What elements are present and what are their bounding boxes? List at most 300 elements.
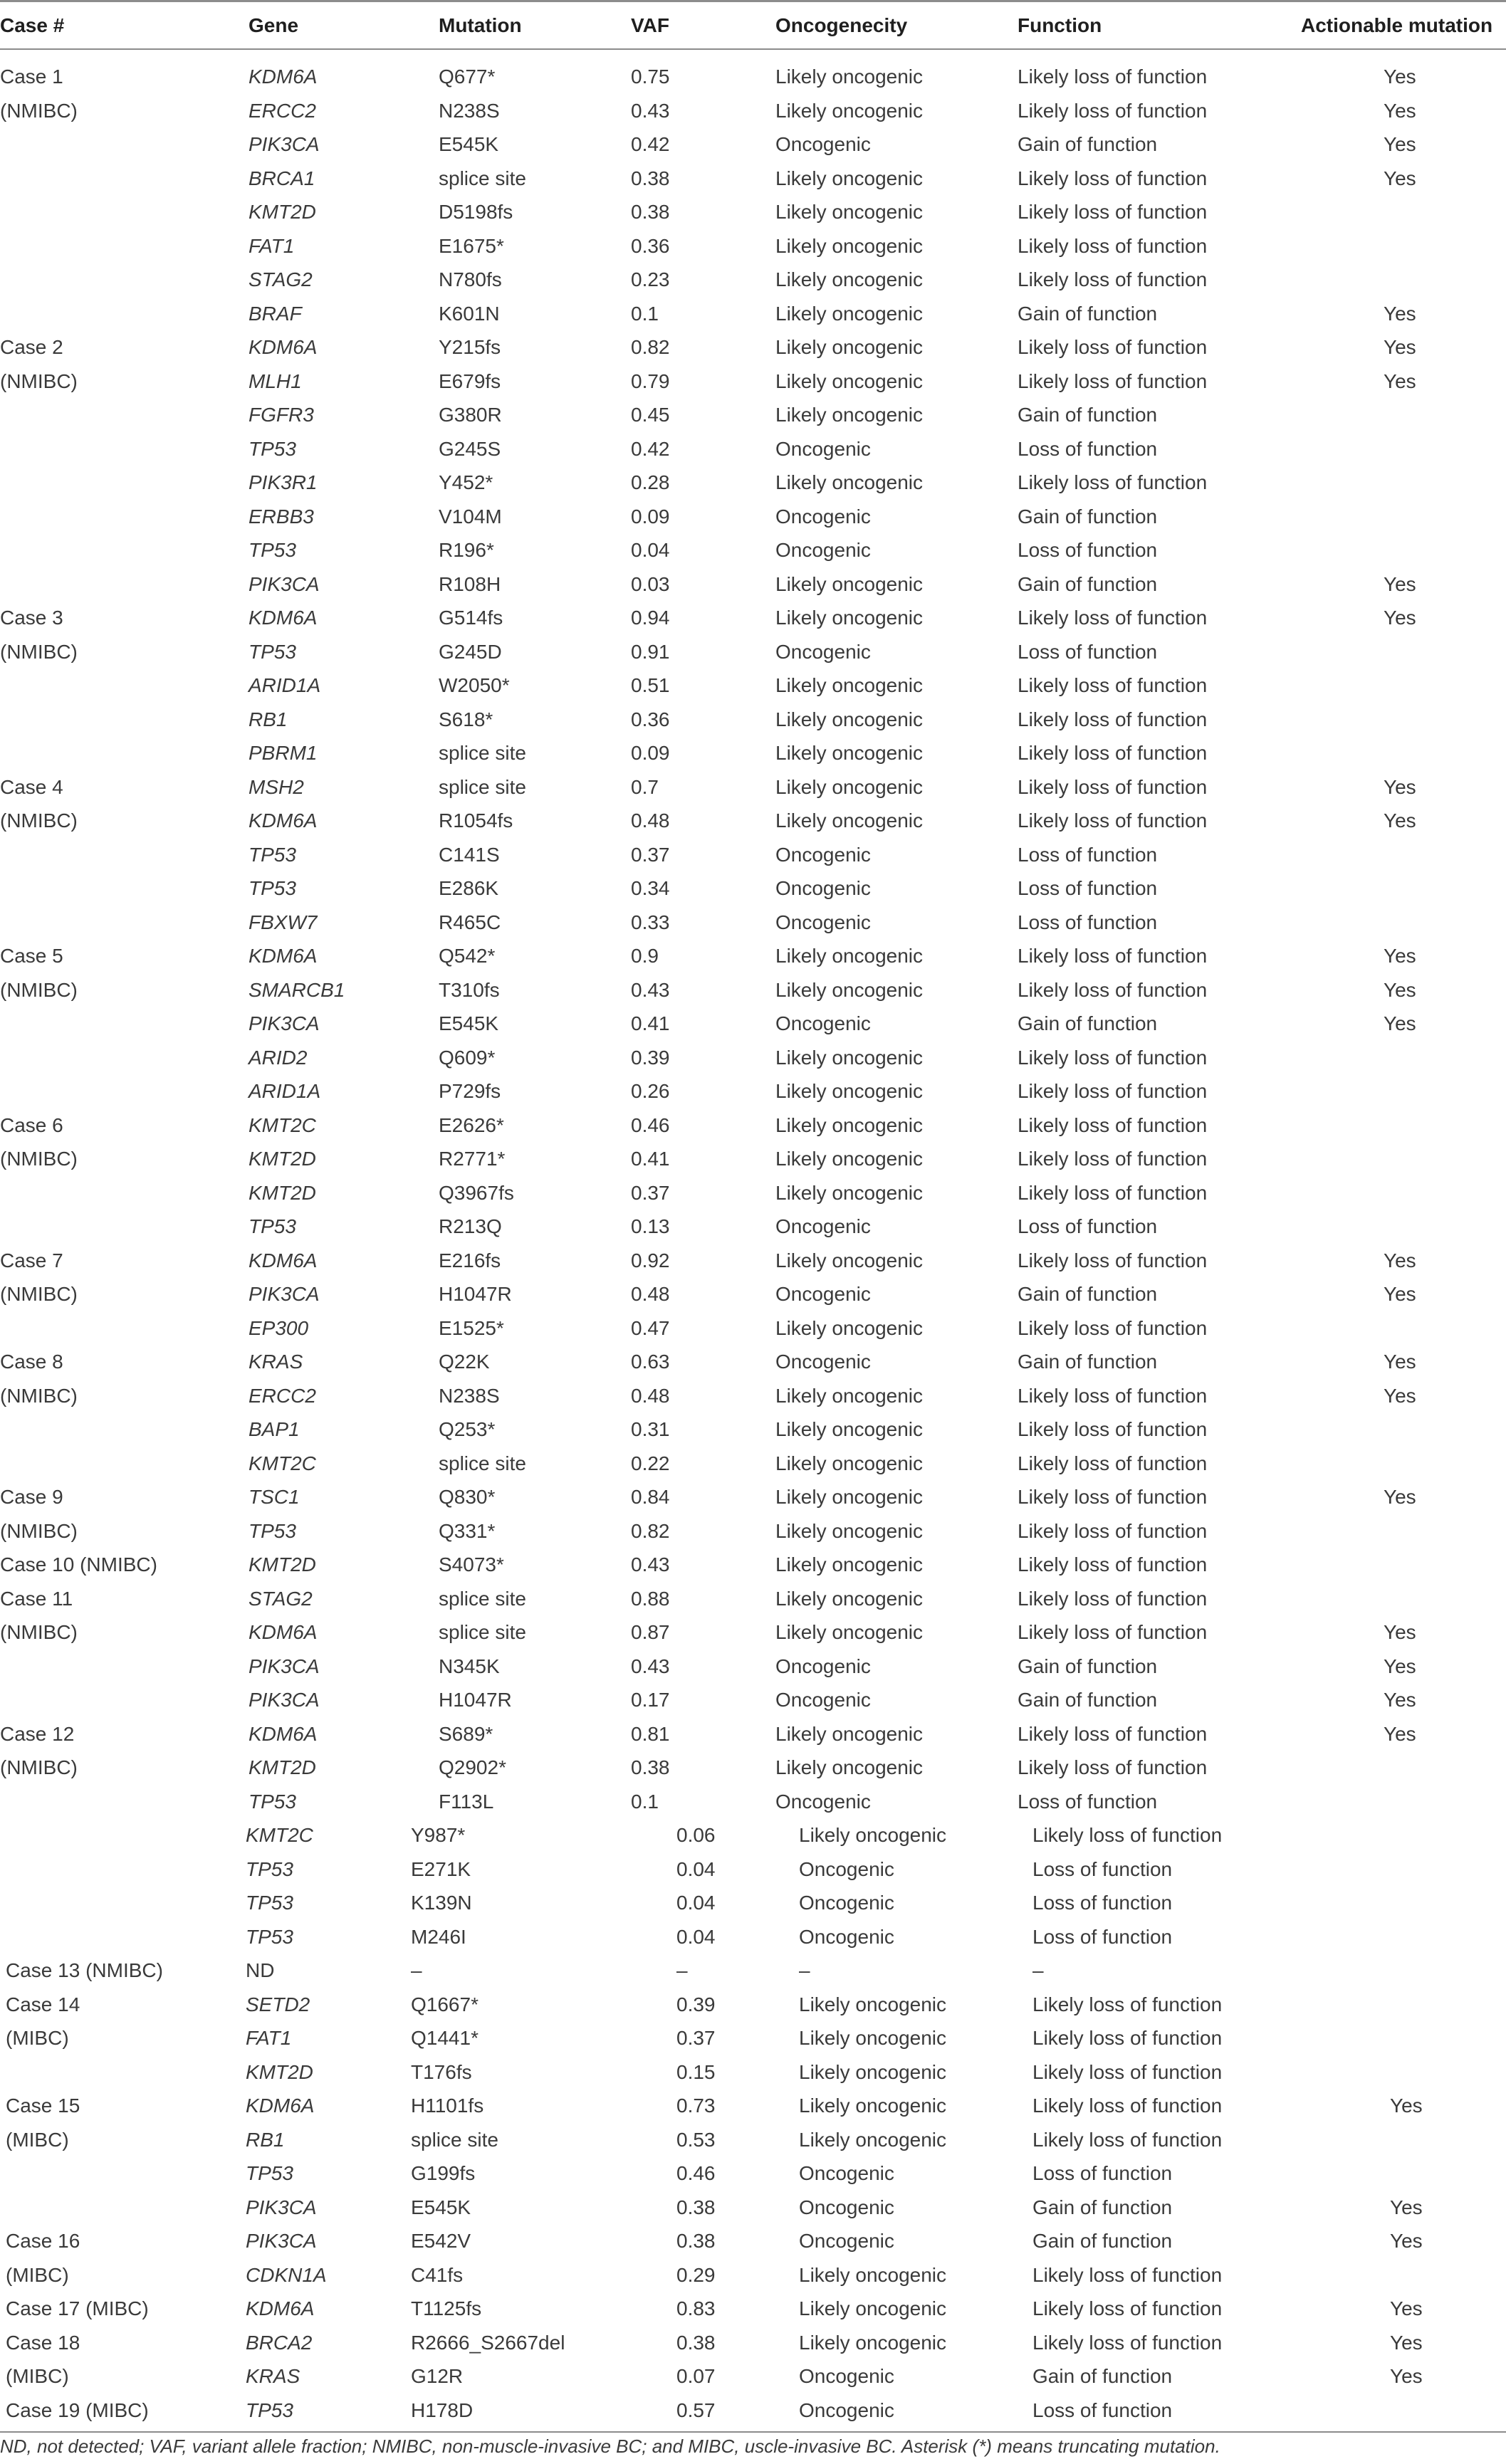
function-cell: Likely loss of function — [1018, 369, 1208, 392]
table-row — [0, 60, 1506, 94]
vaf-cell: 0.82 — [631, 1519, 670, 1542]
table-row — [0, 1954, 1506, 1988]
vaf-cell: 0.38 — [631, 1756, 670, 1778]
oncogenicity-cell: Likely oncogenic — [775, 775, 924, 798]
actionable-cell: Yes — [1384, 133, 1416, 155]
vaf-cell: 0.7 — [631, 775, 659, 798]
vaf-cell: 0.17 — [631, 1689, 670, 1711]
gene-cell: BRAF — [249, 302, 302, 325]
oncogenicity-cell: Oncogenic — [775, 1689, 871, 1711]
gene-cell: PIK3CA — [249, 1283, 320, 1305]
vaf-cell: 0.38 — [631, 167, 670, 189]
table-row — [0, 1007, 1506, 1041]
oncogenicity-cell: Oncogenic — [775, 640, 871, 663]
table-row — [0, 2394, 1506, 2428]
oncogenicity-cell: Likely oncogenic — [799, 2128, 947, 2151]
function-cell: Likely loss of function — [1018, 65, 1208, 88]
vaf-cell: – — [676, 1959, 688, 1981]
gene-cell: CDKN1A — [246, 2263, 327, 2286]
vaf-cell: 0.37 — [676, 2027, 716, 2049]
header-case: Case # — [0, 14, 65, 36]
mutation-cell: V104M — [439, 505, 502, 528]
gene-cell: KMT2D — [249, 201, 316, 223]
table-row — [0, 533, 1506, 567]
oncogenicity-cell: Likely oncogenic — [775, 201, 924, 223]
function-cell: Likely loss of function — [1018, 1587, 1208, 1610]
table-row — [0, 1480, 1506, 1514]
vaf-cell: 0.03 — [631, 572, 670, 595]
oncogenicity-cell: Likely oncogenic — [775, 674, 924, 696]
gene-cell: EP300 — [249, 1316, 309, 1339]
gene-cell: TP53 — [246, 2399, 293, 2421]
mutation-cell: splice site — [439, 1452, 526, 1474]
vaf-cell: 0.1 — [631, 302, 659, 325]
oncogenicity-cell: Likely oncogenic — [775, 99, 924, 122]
case-cell: Case 18 — [6, 2331, 80, 2354]
mutation-cell: R196* — [439, 539, 494, 561]
oncogenicity-cell: Likely oncogenic — [775, 1452, 924, 1474]
vaf-cell: 0.38 — [631, 201, 670, 223]
actionable-cell: Yes — [1390, 2095, 1423, 2117]
mutation-cell: E1675* — [439, 234, 504, 257]
oncogenicity-cell: Likely oncogenic — [799, 2297, 947, 2319]
vaf-cell: 0.46 — [631, 1113, 670, 1136]
gene-cell: KDM6A — [249, 1722, 318, 1745]
mutation-cell: G245D — [439, 640, 502, 663]
table-row — [0, 1886, 1506, 1920]
mutation-cell: R2666_S2667del — [411, 2331, 565, 2354]
gene-cell: PIK3CA — [246, 2230, 317, 2252]
table-row — [0, 1142, 1506, 1176]
function-cell: Loss of function — [1032, 2399, 1173, 2421]
gene-cell: KMT2D — [246, 2060, 313, 2083]
function-cell: Loss of function — [1018, 843, 1158, 866]
actionable-cell: Yes — [1384, 1722, 1416, 1745]
function-cell: Loss of function — [1032, 1892, 1173, 1914]
function-cell: Gain of function — [1018, 1012, 1158, 1034]
vaf-cell: 0.9 — [631, 945, 659, 967]
table-row — [0, 838, 1506, 872]
oncogenicity-cell: Likely oncogenic — [799, 2060, 947, 2083]
function-cell: Likely loss of function — [1018, 1621, 1208, 1643]
actionable-cell: Yes — [1384, 1689, 1416, 1711]
vaf-cell: 0.04 — [676, 1857, 716, 1880]
actionable-cell: Yes — [1384, 978, 1416, 1001]
actionable-cell: Yes — [1384, 1384, 1416, 1407]
oncogenicity-cell: Likely oncogenic — [775, 1384, 924, 1407]
mutation-cell: R213Q — [439, 1215, 502, 1237]
gene-cell: KMT2C — [249, 1113, 316, 1136]
gene-cell: KDM6A — [249, 945, 318, 967]
vaf-cell: 0.38 — [676, 2196, 716, 2218]
oncogenicity-cell: Likely oncogenic — [799, 1993, 947, 2015]
gene-cell: FBXW7 — [249, 911, 318, 933]
table-row — [0, 871, 1506, 906]
vaf-cell: 0.04 — [676, 1892, 716, 1914]
oncogenicity-cell: Oncogenic — [775, 1351, 871, 1373]
function-cell: Likely loss of function — [1018, 1756, 1208, 1778]
function-cell: Gain of function — [1018, 1689, 1158, 1711]
vaf-cell: 0.41 — [631, 1012, 670, 1034]
vaf-cell: 0.28 — [631, 471, 670, 493]
table-row — [0, 1920, 1506, 1954]
function-cell: Likely loss of function — [1032, 1993, 1223, 2015]
oncogenicity-cell: – — [799, 1959, 810, 1981]
case-cell: Case 1 — [0, 65, 63, 88]
case-cell: (NMIBC) — [0, 1384, 78, 1407]
function-cell: Likely loss of function — [1032, 2128, 1223, 2151]
table-row — [0, 2156, 1506, 2191]
mutation-cell: – — [411, 1959, 422, 1981]
mutation-cell: G199fs — [411, 2162, 476, 2184]
table-row — [0, 365, 1506, 399]
gene-cell: TP53 — [249, 877, 296, 899]
function-cell: Loss of function — [1018, 1215, 1158, 1237]
oncogenicity-cell: Likely oncogenic — [775, 336, 924, 358]
function-cell: Gain of function — [1032, 2365, 1173, 2387]
mutation-cell: P729fs — [439, 1080, 501, 1102]
function-cell: Likely loss of function — [1018, 945, 1208, 967]
header-mutation: Mutation — [439, 14, 522, 36]
function-cell: Loss of function — [1018, 539, 1158, 561]
mutation-cell: E216fs — [439, 1249, 501, 1272]
function-cell: Likely loss of function — [1032, 1824, 1223, 1846]
function-cell: Likely loss of function — [1018, 1080, 1208, 1102]
table-row — [0, 906, 1506, 940]
function-cell: Likely loss of function — [1018, 167, 1208, 189]
oncogenicity-cell: Oncogenic — [775, 911, 871, 933]
table-row — [0, 1852, 1506, 1887]
oncogenicity-cell: Oncogenic — [799, 2196, 894, 2218]
function-cell: Gain of function — [1018, 572, 1158, 595]
mutation-cell: E542V — [411, 2230, 471, 2252]
table-row — [0, 2055, 1506, 2090]
mutation-cell: S689* — [439, 1722, 493, 1745]
gene-cell: KDM6A — [249, 809, 318, 832]
vaf-cell: 0.84 — [631, 1486, 670, 1508]
function-cell: Loss of function — [1018, 877, 1158, 899]
vaf-cell: 0.39 — [676, 1993, 716, 2015]
case-cell: Case 15 — [6, 2095, 80, 2117]
gene-cell: TSC1 — [249, 1486, 300, 1508]
vaf-cell: 0.51 — [631, 674, 670, 696]
table-row — [0, 1412, 1506, 1447]
oncogenicity-cell: Likely oncogenic — [775, 945, 924, 967]
function-cell: Likely loss of function — [1018, 1113, 1208, 1136]
table-row — [0, 162, 1506, 196]
gene-cell: ERCC2 — [249, 1384, 316, 1407]
table-row — [0, 1176, 1506, 1210]
table-row — [0, 330, 1506, 365]
gene-cell: TP53 — [246, 2162, 293, 2184]
mutation-cell: N238S — [439, 99, 500, 122]
table-row — [0, 2224, 1506, 2258]
oncogenicity-cell: Likely oncogenic — [775, 572, 924, 595]
mutation-cell: R2771* — [439, 1148, 506, 1170]
table-row — [0, 1785, 1506, 1819]
table-row — [0, 398, 1506, 432]
gene-cell: KRAS — [249, 1351, 303, 1373]
vaf-cell: 0.26 — [631, 1080, 670, 1102]
table-row — [0, 635, 1506, 669]
vaf-cell: 0.48 — [631, 1384, 670, 1407]
mutation-cell: H1101fs — [411, 2095, 484, 2117]
oncogenicity-cell: Likely oncogenic — [775, 1756, 924, 1778]
function-cell: – — [1032, 1959, 1044, 1981]
vaf-cell: 0.43 — [631, 1655, 670, 1677]
mutation-cell: Q22K — [439, 1351, 490, 1373]
gene-cell: ARID2 — [249, 1046, 308, 1069]
function-cell: Likely loss of function — [1018, 1519, 1208, 1542]
mutation-cell: G12R — [411, 2365, 464, 2387]
function-cell: Gain of function — [1018, 133, 1158, 155]
table-row — [0, 1345, 1506, 1379]
gene-cell: STAG2 — [249, 268, 313, 290]
oncogenicity-cell: Oncogenic — [775, 1215, 871, 1237]
table-row — [0, 2123, 1506, 2157]
gene-cell: MSH2 — [249, 775, 304, 798]
actionable-cell: Yes — [1384, 336, 1416, 358]
oncogenicity-cell: Likely oncogenic — [775, 607, 924, 629]
case-cell: (NMIBC) — [0, 99, 78, 122]
function-cell: Gain of function — [1018, 404, 1158, 426]
gene-cell: SMARCB1 — [249, 978, 345, 1001]
oncogenicity-cell: Oncogenic — [799, 2162, 894, 2184]
function-cell: Likely loss of function — [1018, 1486, 1208, 1508]
gene-cell: BAP1 — [249, 1418, 300, 1440]
mutation-cell: E545K — [439, 133, 499, 155]
vaf-cell: 0.13 — [631, 1215, 670, 1237]
case-cell: Case 13 (NMIBC) — [6, 1959, 163, 1981]
mutation-cell: K139N — [411, 1892, 472, 1914]
table-row — [0, 770, 1506, 804]
gene-cell: FGFR3 — [249, 404, 314, 426]
function-cell: Likely loss of function — [1018, 708, 1208, 730]
vaf-cell: 0.41 — [631, 1148, 670, 1170]
case-cell: Case 12 — [0, 1722, 75, 1745]
oncogenicity-cell: Likely oncogenic — [775, 404, 924, 426]
oncogenicity-cell: Likely oncogenic — [775, 471, 924, 493]
table-row — [0, 1683, 1506, 1717]
table-row — [0, 466, 1506, 500]
oncogenicity-cell: Likely oncogenic — [775, 978, 924, 1001]
mutation-cell: splice site — [411, 2128, 498, 2151]
mutation-cell: T1125fs — [411, 2297, 482, 2319]
case-cell: (MIBC) — [6, 2365, 69, 2387]
mutation-cell: Y215fs — [439, 336, 501, 358]
oncogenicity-cell: Oncogenic — [775, 1790, 871, 1813]
oncogenicity-cell: Likely oncogenic — [775, 1316, 924, 1339]
oncogenicity-cell: Likely oncogenic — [775, 708, 924, 730]
vaf-cell: 0.43 — [631, 1553, 670, 1576]
vaf-cell: 0.34 — [631, 877, 670, 899]
mutation-cell: H1047R — [439, 1283, 512, 1305]
table-row — [0, 1108, 1506, 1143]
function-cell: Likely loss of function — [1018, 201, 1208, 223]
mutation-cell: Q830* — [439, 1486, 496, 1508]
gene-cell: KDM6A — [246, 2297, 315, 2319]
function-cell: Likely loss of function — [1018, 978, 1208, 1001]
mutation-cell: E1525* — [439, 1316, 504, 1339]
table-row — [0, 973, 1506, 1007]
vaf-cell: 0.07 — [676, 2365, 716, 2387]
function-cell: Loss of function — [1018, 1790, 1158, 1813]
gene-cell: KDM6A — [246, 2095, 315, 2117]
vaf-cell: 0.22 — [631, 1452, 670, 1474]
gene-cell: PIK3CA — [249, 572, 320, 595]
mutation-cell: Q609* — [439, 1046, 496, 1069]
table-row — [0, 567, 1506, 602]
oncogenicity-cell: Oncogenic — [775, 1283, 871, 1305]
mutation-cell: K601N — [439, 302, 500, 325]
oncogenicity-cell: Likely oncogenic — [775, 1046, 924, 1069]
actionable-cell: Yes — [1384, 167, 1416, 189]
mutation-cell: F113L — [439, 1790, 494, 1813]
vaf-cell: 0.75 — [631, 65, 670, 88]
vaf-cell: 0.42 — [631, 437, 670, 460]
oncogenicity-cell: Likely oncogenic — [799, 1824, 947, 1846]
mutation-cell: C141S — [439, 843, 500, 866]
function-cell: Likely loss of function — [1032, 2027, 1223, 2049]
table-row — [0, 229, 1506, 263]
oncogenicity-cell: Oncogenic — [799, 2399, 894, 2421]
mutation-cell: Q1441* — [411, 2027, 479, 2049]
gene-cell: ARID1A — [249, 1080, 321, 1102]
actionable-cell: Yes — [1384, 369, 1416, 392]
oncogenicity-cell: Likely oncogenic — [775, 1722, 924, 1745]
actionable-cell: Yes — [1384, 99, 1416, 122]
vaf-cell: 0.31 — [631, 1418, 670, 1440]
function-cell: Likely loss of function — [1018, 809, 1208, 832]
case-cell: (MIBC) — [6, 2128, 69, 2151]
case-cell: (NMIBC) — [0, 1283, 78, 1305]
table-row — [0, 1548, 1506, 1582]
table-header — [0, 0, 1506, 50]
case-cell: (NMIBC) — [0, 1621, 78, 1643]
function-cell: Likely loss of function — [1018, 99, 1208, 122]
table-row — [0, 2089, 1506, 2123]
mutation-cell: Q542* — [439, 945, 496, 967]
oncogenicity-cell: Likely oncogenic — [775, 1621, 924, 1643]
table-row — [0, 2258, 1506, 2292]
function-cell: Likely loss of function — [1032, 2060, 1223, 2083]
oncogenicity-cell: Likely oncogenic — [775, 302, 924, 325]
vaf-cell: 0.23 — [631, 268, 670, 290]
case-cell: (NMIBC) — [0, 1148, 78, 1170]
function-cell: Loss of function — [1032, 1857, 1173, 1880]
mutation-cell: H1047R — [439, 1689, 512, 1711]
vaf-cell: 0.46 — [676, 2162, 716, 2184]
vaf-cell: 0.06 — [676, 1824, 716, 1846]
gene-cell: TP53 — [249, 1215, 296, 1237]
oncogenicity-cell: Likely oncogenic — [775, 1148, 924, 1170]
oncogenicity-cell: Oncogenic — [775, 1655, 871, 1677]
actionable-cell: Yes — [1390, 2297, 1423, 2319]
vaf-cell: 0.04 — [676, 1925, 716, 1948]
mutation-cell: Q253* — [439, 1418, 496, 1440]
oncogenicity-cell: Likely oncogenic — [775, 167, 924, 189]
gene-cell: TP53 — [246, 1925, 293, 1948]
function-cell: Likely loss of function — [1018, 471, 1208, 493]
actionable-cell: Yes — [1384, 302, 1416, 325]
oncogenicity-cell: Likely oncogenic — [775, 809, 924, 832]
function-cell: Gain of function — [1032, 2230, 1173, 2252]
table-row — [0, 1818, 1506, 1852]
case-cell: (NMIBC) — [0, 809, 78, 832]
function-cell: Likely loss of function — [1018, 1418, 1208, 1440]
gene-cell: KDM6A — [249, 1249, 318, 1272]
case-cell: Case 7 — [0, 1249, 63, 1272]
table-row — [0, 1717, 1506, 1751]
gene-cell: KDM6A — [249, 607, 318, 629]
vaf-cell: 0.43 — [631, 978, 670, 1001]
gene-cell: ARID1A — [249, 674, 321, 696]
oncogenicity-cell: Likely oncogenic — [775, 1080, 924, 1102]
case-cell: (NMIBC) — [0, 978, 78, 1001]
mutation-cell: Q677* — [439, 65, 496, 88]
gene-cell: TP53 — [249, 1519, 296, 1542]
vaf-cell: 0.42 — [631, 133, 670, 155]
table-row — [0, 2292, 1506, 2326]
vaf-cell: 0.15 — [676, 2060, 716, 2083]
gene-cell: KMT2D — [249, 1756, 316, 1778]
oncogenicity-cell: Likely oncogenic — [775, 1553, 924, 1576]
case-cell: Case 14 — [6, 1993, 80, 2015]
vaf-cell: 0.79 — [631, 369, 670, 392]
function-cell: Loss of function — [1032, 1925, 1173, 1948]
function-cell: Loss of function — [1018, 911, 1158, 933]
vaf-cell: 0.04 — [631, 539, 670, 561]
gene-cell: TP53 — [246, 1857, 293, 1880]
mutation-cell: D5198fs — [439, 201, 513, 223]
vaf-cell: 0.87 — [631, 1621, 670, 1643]
gene-cell: ERBB3 — [249, 505, 314, 528]
table-row — [0, 2021, 1506, 2055]
mutation-cell: splice site — [439, 1621, 526, 1643]
oncogenicity-cell: Oncogenic — [799, 2365, 894, 2387]
vaf-cell: 0.63 — [631, 1351, 670, 1373]
actionable-cell: Yes — [1384, 775, 1416, 798]
vaf-cell: 0.88 — [631, 1587, 670, 1610]
vaf-cell: 0.36 — [631, 234, 670, 257]
table-row — [0, 669, 1506, 703]
table-row — [0, 703, 1506, 737]
function-cell: Likely loss of function — [1032, 2331, 1223, 2354]
mutation-cell: N345K — [439, 1655, 500, 1677]
vaf-cell: 0.09 — [631, 505, 670, 528]
case-cell: Case 2 — [0, 336, 63, 358]
function-cell: Likely loss of function — [1018, 336, 1208, 358]
mutation-cell: E271K — [411, 1857, 471, 1880]
oncogenicity-cell: Likely oncogenic — [775, 1181, 924, 1204]
mutation-cell: G514fs — [439, 607, 503, 629]
function-cell: Gain of function — [1018, 1655, 1158, 1677]
function-cell: Likely loss of function — [1018, 1046, 1208, 1069]
function-cell: Likely loss of function — [1018, 268, 1208, 290]
gene-cell: FAT1 — [249, 234, 295, 257]
oncogenicity-cell: Likely oncogenic — [775, 742, 924, 764]
table-row — [0, 1615, 1506, 1650]
table-row — [0, 127, 1506, 162]
table-row — [0, 1041, 1506, 1075]
gene-cell: KDM6A — [249, 336, 318, 358]
mutation-cell: G245S — [439, 437, 501, 460]
mutation-cell: E545K — [411, 2196, 471, 2218]
function-cell: Likely loss of function — [1018, 775, 1208, 798]
function-cell: Likely loss of function — [1018, 674, 1208, 696]
case-cell: (MIBC) — [6, 2263, 69, 2286]
mutation-cell: W2050* — [439, 674, 510, 696]
